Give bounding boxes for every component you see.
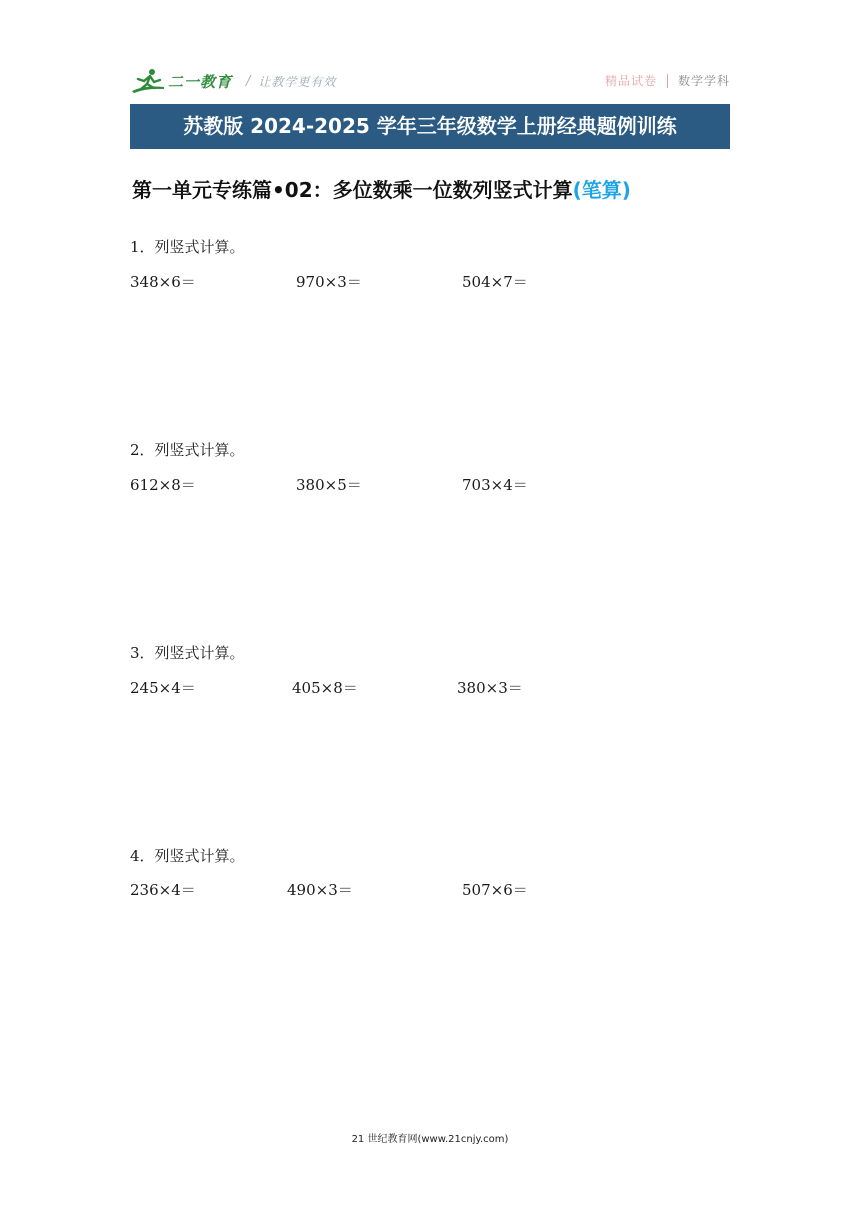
question-2-heading: 2．列竖式计算。 — [130, 441, 245, 459]
question-1-expr-1: 348×6＝ — [130, 273, 196, 291]
runner-logo-icon — [130, 67, 166, 95]
question-2-expr-1: 612×8＝ — [130, 476, 196, 494]
title-banner: 苏教版 2024-2025 学年三年级数学上册经典题例训练 — [130, 104, 730, 149]
question-2-expr-2: 380×5＝ — [296, 476, 362, 494]
question-3-expr-2: 405×8＝ — [292, 679, 358, 697]
logo-text: 二一教育 — [168, 72, 233, 91]
page-title — [132, 174, 772, 203]
question-2-expr-3: 703×4＝ — [462, 476, 528, 494]
header-tags — [605, 72, 730, 89]
question-3-heading: 3．列竖式计算。 — [130, 644, 245, 662]
page-title-accent: (笔算) — [572, 178, 631, 202]
tag-divider — [667, 74, 668, 88]
question-4-heading: 4．列竖式计算。 — [130, 847, 245, 865]
question-3-expr-3: 380×3＝ — [457, 679, 523, 697]
question-1-expr-3: 504×7＝ — [462, 273, 528, 291]
question-4-expr-3: 507×6＝ — [462, 881, 528, 899]
tag-premium-paper: 精品试卷 — [604, 74, 657, 88]
question-4-expr-2: 490×3＝ — [287, 881, 353, 899]
question-1-heading: 1．列竖式计算。 — [130, 238, 245, 256]
logo-slogan: 让教学更有效 — [258, 74, 337, 89]
logo-separator: / — [246, 73, 251, 89]
tag-subject: 数学学科 — [677, 74, 730, 88]
question-4-expr-1: 236×4＝ — [130, 881, 196, 899]
page-header — [130, 66, 730, 96]
page-title-main: 第一单元专练篇•02：多位数乘一位数列竖式计算 — [132, 178, 573, 202]
logo — [130, 66, 336, 96]
question-3-expr-1: 245×4＝ — [130, 679, 196, 697]
question-1-expr-2: 970×3＝ — [296, 273, 362, 291]
page-footer: 21 世纪教育网(www.21cnjy.com) — [351, 1134, 509, 1145]
